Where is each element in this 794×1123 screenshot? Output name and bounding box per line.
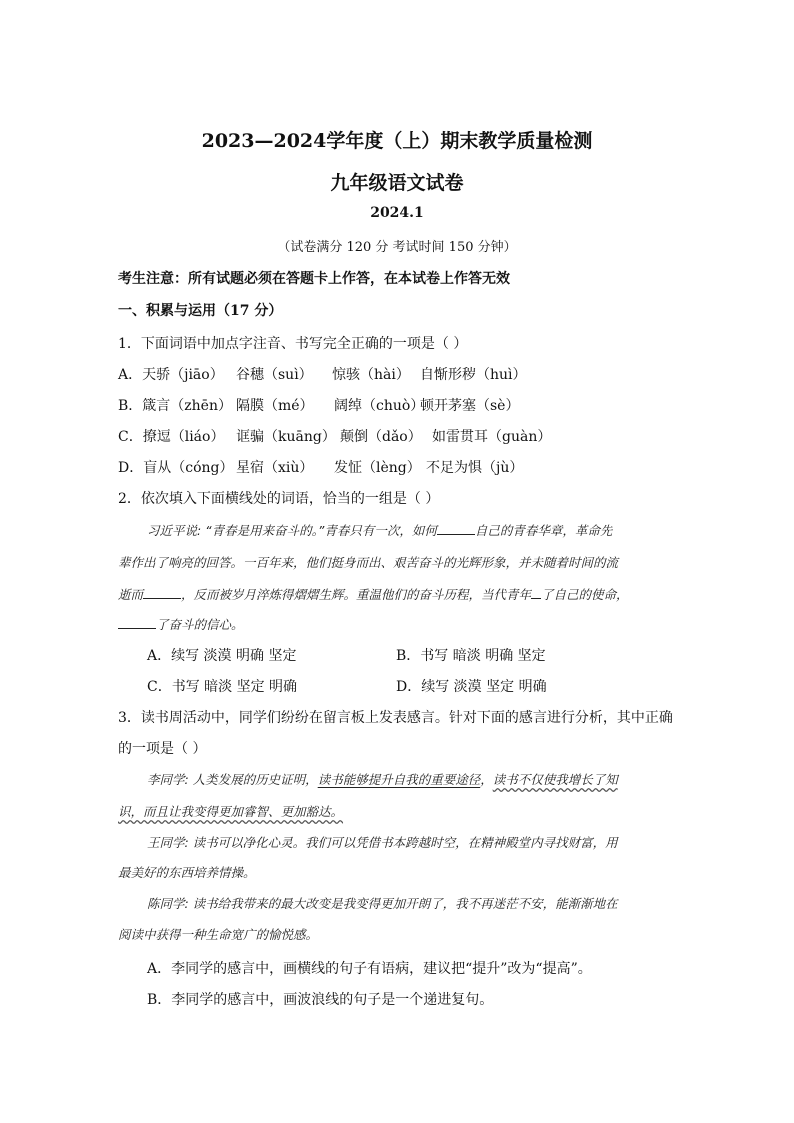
passage-text: ，反而被岁月淬炼得熠熠生辉。重温他们的奋斗历程，当代青年 [181,587,532,602]
option-word: 如雷贯耳（guàn） [432,429,552,445]
exam-note: （试卷满分 120 分 考试时间 150 分钟） [277,240,517,255]
option-word: 诓骗（kuāng） [236,429,336,445]
wang-comment-line: 最美好的东西培养情操。 [118,865,256,880]
question-3-option-b: B．李同学的感言中，画波浪线的句子是一个递进复句。 [147,992,494,1008]
li-comment-line [118,802,343,820]
exam-subtitle: 九年级语文试卷 [330,172,464,194]
question-3-stem-cont: 的一项是（ ） [118,741,207,757]
question-2-passage-line: 辈作出了响亮的回答。一百年来，他们挺身而出、艰苦奋斗的光辉形象，并未随着时间的流 [118,555,619,570]
option-word: A．天骄（jiāo） [118,367,224,383]
passage-text: 了奋斗的信心。 [156,617,244,632]
wavy-underlined-sentence: 识，而且让我变得更加睿智、更加豁达。 [118,804,344,819]
option-word: 谷穗（suì） [236,367,313,383]
wang-comment-line: 王同学: 读书可以净化心灵。我们可以凭借书本跨越时空，在精神殿堂内寻找财富，用 [147,835,618,850]
section-heading: 一、积累与运用（17 分） [118,303,283,319]
question-2-option-a: A．续写 淡漠 明确 坚定 [147,648,297,664]
li-comment-line [147,770,618,788]
underlined-sentence: 读书能够提升自我的重要途径 [317,772,481,787]
comment-text: ， [480,772,493,787]
question-2-option-d: D．续写 淡漠 坚定 明确 [396,679,547,695]
question-2-option-b: B．书写 暗淡 明确 坚定 [396,648,546,664]
answer-blank [531,588,541,599]
question-2-option-c: C．书写 暗淡 坚定 明确 [147,679,298,695]
question-1-stem: 1．下面词语中加点字注音、书写完全正确的一项是（ ） [118,336,468,352]
question-3-stem: 3．读书周活动中，同学们纷纷在留言板上发表感言。针对下面的感言进行分析，其中正确 [118,710,673,726]
wavy-underlined-sentence: 读书不仅使我增长了知 [492,772,618,787]
option-word: 惊骇（hài） [332,367,410,383]
option-word: 自惭形秽（huì） [420,367,527,383]
passage-text: 逝而 [118,587,144,602]
option-word: 阔绰（chuò） [334,398,425,414]
chen-comment-line: 阅读中获得一种生命宽广的愉悦感。 [118,927,319,942]
option-word: 不足为惧（jù） [426,460,524,476]
option-word: C．撩逗（liáo） [118,429,225,445]
question-1-option-d [118,457,523,477]
passage-text: 了自己的使命， [541,587,629,602]
passage-text: 习近平说: “青春是用来奋斗的。”青春只有一次，如何 [147,523,437,538]
question-2-passage-line [118,585,629,603]
option-word: 颠倒（dǎo） [340,429,422,445]
exam-title: 2023—2024学年度（上）期末教学质量检测 [201,130,593,152]
comment-text: 李同学: 人类发展的历史证明， [147,772,318,787]
question-2-stem: 2．依次填入下面横线处的词语，恰当的一组是（ ） [118,491,440,507]
question-3-option-a: A．李同学的感言中，画横线的句子有语病，建议把“提升”改为“提高”。 [147,961,592,977]
answer-blank [437,524,475,535]
answer-blank [118,618,156,629]
passage-text: 自己的青春华章，革命先 [474,523,613,538]
option-word: 隔膜（mé） [236,398,314,414]
exam-date: 2024.1 [370,205,424,221]
option-word: B．箴言（zhēn） [118,398,232,414]
chen-comment-line: 陈同学: 读书给我带来的最大改变是我变得更加开朗了，我不再迷茫不安，能渐渐地在 [147,896,618,911]
option-word: 发怔（lèng） [334,460,421,476]
question-1-option-a [118,364,527,384]
question-2-passage-line [118,615,244,633]
option-word: D．盲从（cóng） [118,460,234,476]
question-1-option-c [118,426,551,446]
answer-blank [143,588,181,599]
exam-notice: 考生注意：所有试题必须在答题卡上作答，在本试卷上作答无效 [118,271,510,287]
option-word: 顿开茅塞（sè） [420,398,520,414]
question-1-option-b [118,395,519,415]
question-2-passage-line [147,521,612,539]
option-word: 星宿（xiù） [236,460,314,476]
